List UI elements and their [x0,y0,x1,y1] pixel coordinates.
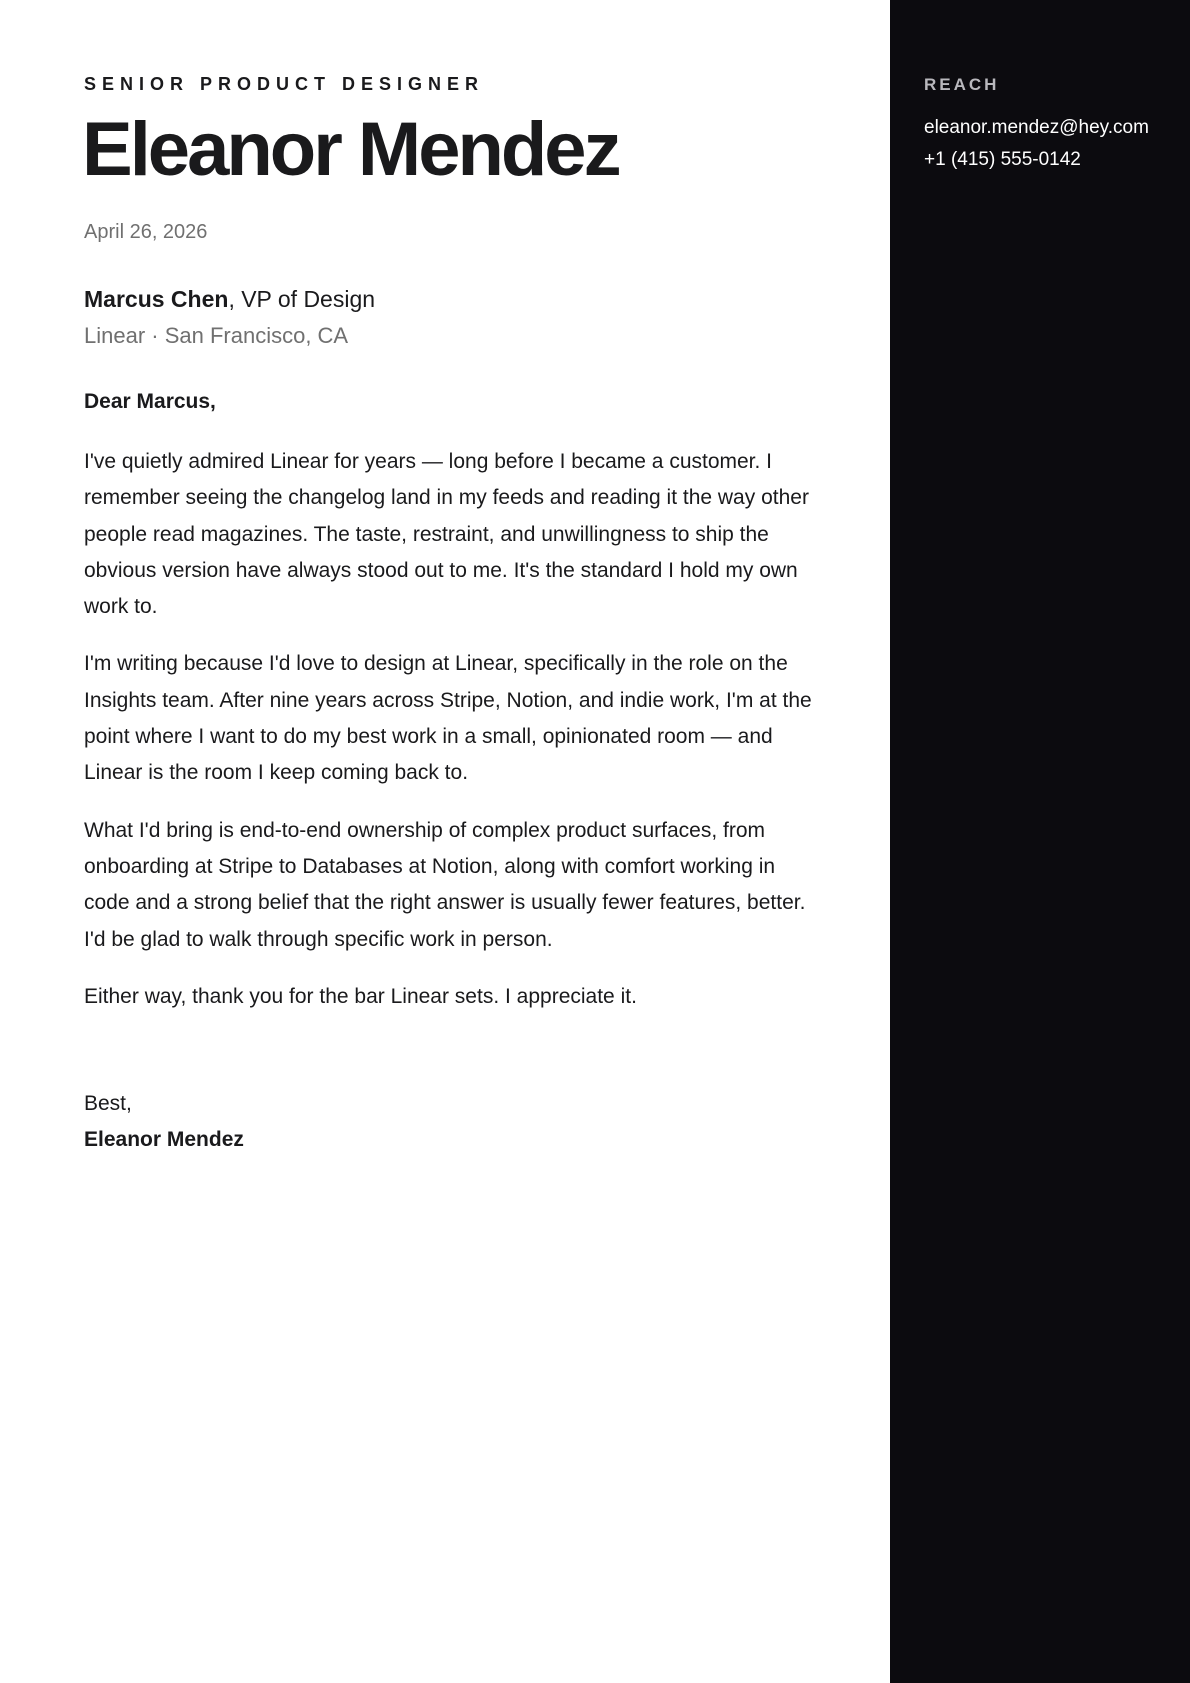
letter-date: April 26, 2026 [84,221,208,243]
greeting: Dear Marcus, [84,390,216,413]
phone-link[interactable]: +1 (415) 555-0142 [924,149,1081,170]
recipient-title: , VP of Design [228,286,376,312]
signoff: Best, [84,1092,132,1115]
recipient-name: Marcus Chen [84,286,229,312]
applicant-name: Eleanor Mendez [82,107,619,192]
contact-sidebar [890,0,1190,1683]
email-link[interactable]: eleanor.mendez@hey.com [924,117,1149,138]
company-line: Linear · San Francisco, CA [84,323,349,348]
paragraph: I'm writing because I'd love to design at Linear, specifically in the role on the Insights team. After nine years across Stripe, Notion, and indie work, I'm at the point where I want to do my best work in a small, opinionated room — and Linear is the room I keep coming back to. [84,652,812,785]
reach-label: REACH [924,75,1000,94]
paragraph: Either way, thank you for the bar Linear sets. I appreciate it. [84,984,637,1008]
letter-body [84,444,824,1036]
paragraph: What I'd bring is end-to-end ownership of complex product surfaces, from onboarding at Stripe to Databases at Notion, along with comfort working in code and a strong belief that the right answer is usually fewer features, better. I'd be glad to walk through specific work in person. [84,818,806,951]
closing [84,1086,244,1158]
job-role: SENIOR PRODUCT DESIGNER [84,74,485,94]
paragraph: I've quietly admired Linear for years — long before I became a customer. I remember seeing the changelog land in my feeds and reading it the way other people read magazines. The taste, restraint, and unwillingness to ship the obvious version have always stood out to me. It's the standard I hold my own work to. [84,450,809,619]
signature-name: Eleanor Mendez [84,1128,244,1151]
recipient-line [84,286,375,313]
